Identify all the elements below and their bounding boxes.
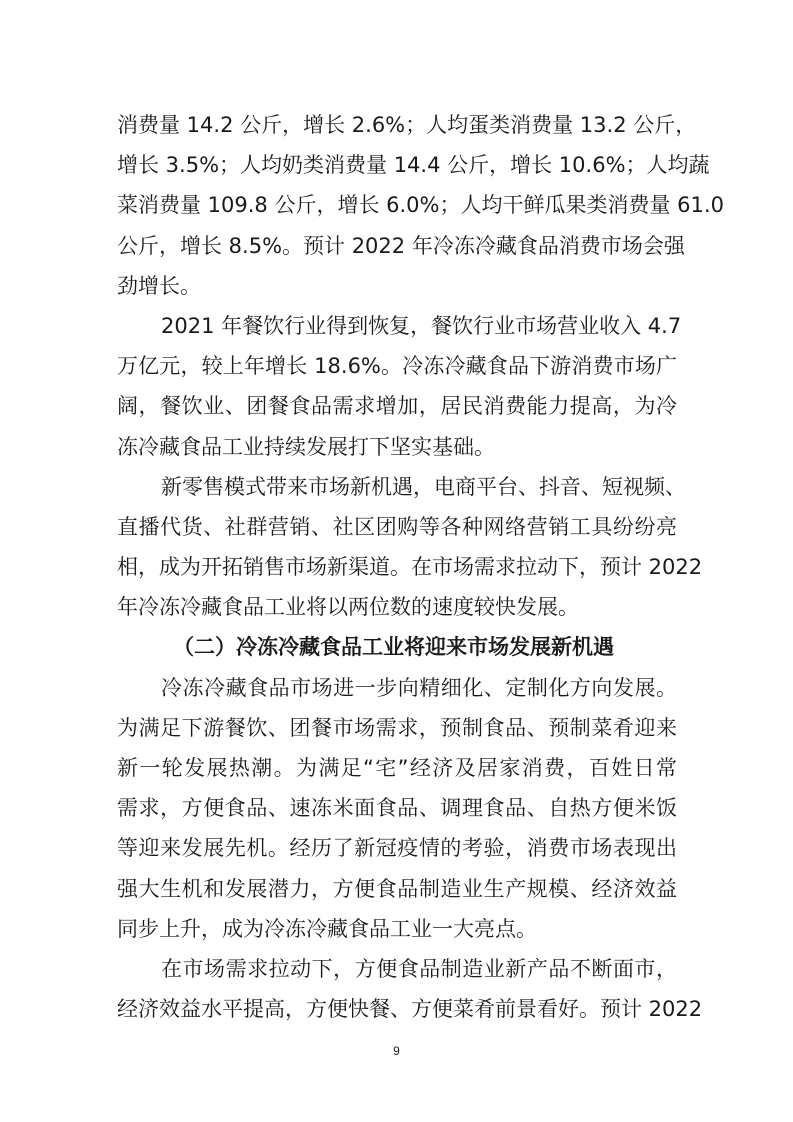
text-line: 等迎来发展先机。经历了新冠疫情的考验，消费市场表现出 [117, 836, 677, 861]
page-number: 9 [393, 1044, 400, 1058]
text-line: 2021 年餐饮行业得到恢复，餐饮行业市场营业收入 4.7 [161, 313, 682, 338]
text-line: 相，成为开拓销售市场新渠道。在市场需求拉动下，预计 2022 [117, 555, 703, 580]
section-heading: （二）冷冻冷藏食品工业将迎来市场发展新机遇 [173, 635, 614, 660]
document-body [117, 105, 724, 1029]
text-line: 在市场需求拉动下，方便食品制造业新产品不断面市， [161, 956, 677, 981]
text-line: 菜消费量 109.8 公斤，增长 6.0%；人均干鲜瓜果类消费量 61.0 [117, 193, 724, 218]
text-line: 公斤，增长 8.5%。预计 2022 年冷冻冷藏食品消费市场会强 [117, 233, 685, 258]
text-line: 同步上升，成为冷冻冷藏食品工业一大亮点。 [117, 916, 537, 941]
text-line: 直播代货、社群营销、社区团购等各种网络营销工具纷纷亮 [117, 514, 677, 539]
text-line: 需求，方便食品、速冻米面食品、调理食品、自热方便米饭 [117, 796, 677, 821]
text-line: 新零售模式带来市场新机遇，电商平台、抖音、短视频、 [161, 474, 686, 499]
text-line: 冻冷藏食品工业持续发展打下坚实基础。 [117, 434, 495, 459]
text-line: 强大生机和发展潜力，方便食品制造业生产规模、经济效益 [117, 876, 677, 901]
text-line: 为满足下游餐饮、团餐市场需求，预制食品、预制菜肴迎来 [117, 715, 677, 740]
text-line: 万亿元，较上年增长 18.6%。冷冻冷藏食品下游消费市场广 [117, 354, 677, 379]
text-line: 消费量 14.2 公斤，增长 2.6%；人均蛋类消费量 13.2 公斤， [117, 113, 697, 137]
text-line: 增长 3.5%；人均奶类消费量 14.4 公斤，增长 10.6%；人均蔬 [117, 153, 710, 178]
text-line: 劲增长。 [117, 273, 201, 298]
text-line: 冷冻冷藏食品市场进一步向精细化、定制化方向发展。 [161, 675, 677, 700]
text-line: 经济效益水平提高，方便快餐、方便菜肴前景看好。预计 2022 [117, 997, 703, 1022]
text-line: 年冷冻冷藏食品工业将以两位数的速度较快发展。 [117, 595, 579, 620]
text-line: 新一轮发展热潮。为满足“宅”经济及居家消费，百姓日常 [117, 756, 677, 780]
text-line: 阔，餐饮业、团餐食品需求增加，居民消费能力提高，为冷 [117, 394, 677, 419]
